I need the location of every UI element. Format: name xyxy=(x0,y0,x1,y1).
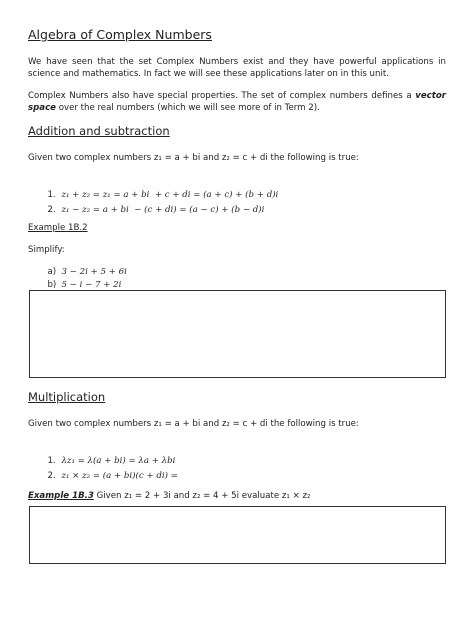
part-b xyxy=(42,270,121,290)
item-number: 1. xyxy=(47,190,56,200)
example-1b3-title: Example 1B.3 xyxy=(28,491,94,501)
addition-heading: Addition and subtraction xyxy=(28,124,170,138)
multiplication-given: Given two complex numbers z₁ = a + bi and z₂ = c + di the following is true: xyxy=(28,419,359,429)
part-expression: 3 − 2i + 5 + 6i xyxy=(61,267,127,277)
intro-paragraph-2 xyxy=(28,90,446,114)
item-expression: λz₁ = λ(a + bi) = λa + λbi xyxy=(61,456,176,466)
multiplication-heading: Multiplication xyxy=(28,390,106,404)
item-number: 1. xyxy=(47,456,56,466)
item-number: 2. xyxy=(47,471,56,481)
addition-item-2 xyxy=(42,195,264,215)
page-title: Algebra of Complex Numbers xyxy=(28,27,212,42)
simplify-label: Simplify: xyxy=(28,245,65,255)
part-label: a) xyxy=(47,267,57,277)
intro-paragraph-1: We have seen that the set Complex Numbers exist and they have powerful applications in science and mathematics. In fact we will see these applications later on in this unit. xyxy=(28,57,446,79)
part-label: b) xyxy=(47,280,57,290)
addition-given: Given two complex numbers z₁ = a + bi and z₂ = c + di the following is true: xyxy=(28,153,359,163)
example-1b3-text: Given z₁ = 2 + 3i and z₂ = 4 + 5i evaluate z₁ × z₂ xyxy=(96,491,311,501)
item-number: 2. xyxy=(47,205,56,215)
example-1b2-title: Example 1B.2 xyxy=(28,223,88,233)
answer-box-1b3[interactable] xyxy=(29,506,446,564)
example-1b3-line xyxy=(28,490,310,502)
intro2-emphasis: vector space xyxy=(28,91,446,113)
item-expression: z₁ + z₂ = z₁ = a + bi + c + di = (a + c) + (b + d)i xyxy=(61,190,279,200)
multiplication-item-2 xyxy=(42,461,178,481)
item-expression: z₁ × z₂ = (a + bi)(c + di) = xyxy=(61,471,178,481)
part-expression: 5 − i − 7 + 2i xyxy=(61,280,122,290)
intro2-before: Complex Numbers also have special properties. The set of complex numbers defines a xyxy=(28,91,416,101)
answer-box-1b2[interactable] xyxy=(29,290,446,378)
item-expression: z₁ − z₂ = a + bi − (c + di) = (a − c) + (b − d)i xyxy=(61,205,265,215)
intro2-after: over the real numbers (which we will see more of in Term 2). xyxy=(56,103,320,113)
